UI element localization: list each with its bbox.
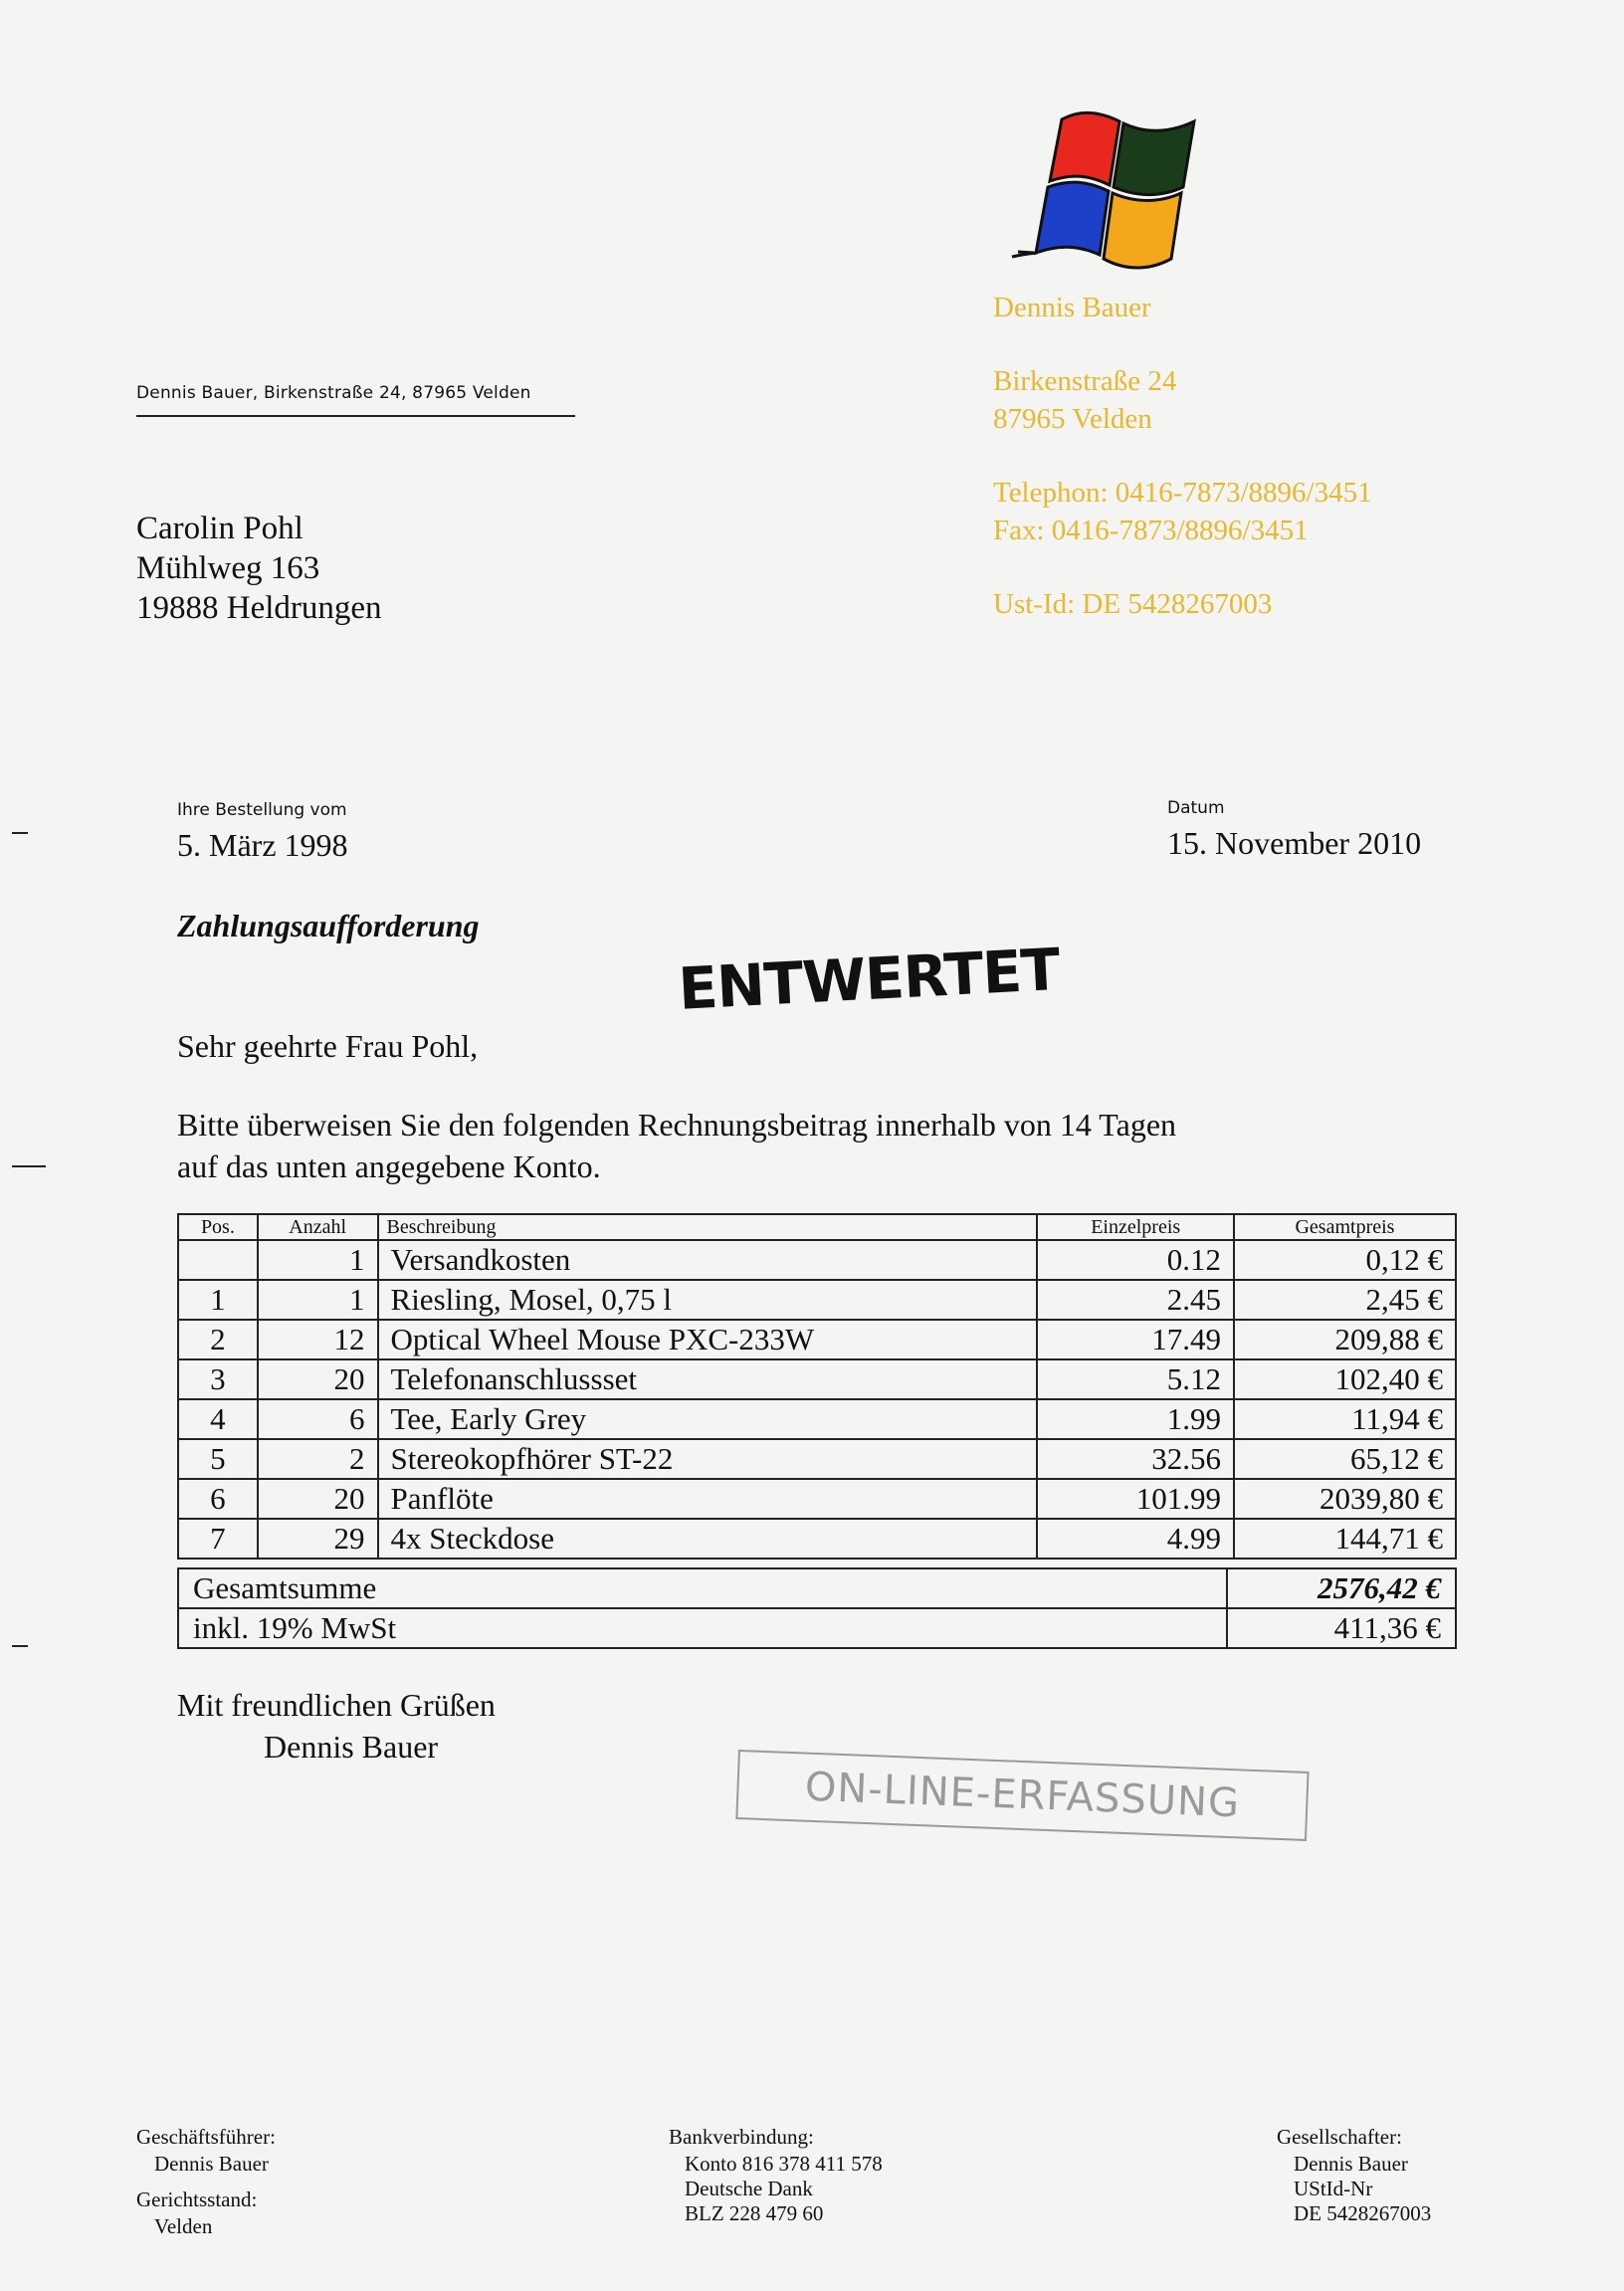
cell-description: Riesling, Mosel, 0,75 l bbox=[378, 1280, 1038, 1320]
header-unit-price: Einzelpreis bbox=[1037, 1214, 1233, 1240]
total-row bbox=[178, 1568, 1456, 1608]
order-label: Ihre Bestellung vom bbox=[177, 800, 347, 820]
tax-label: inkl. 19% MwSt bbox=[178, 1608, 1227, 1648]
total-label: Gesamtsumme bbox=[178, 1568, 1227, 1608]
footer-managing-director-label: Geschäftsführer: bbox=[136, 2125, 276, 2149]
cell-total-price: 2039,80 € bbox=[1234, 1479, 1456, 1519]
fold-mark-top bbox=[12, 832, 28, 834]
recipient-city: 19888 Heldrungen bbox=[136, 590, 382, 626]
cell-description: Optical Wheel Mouse PXC-233W bbox=[378, 1320, 1038, 1359]
table-row bbox=[178, 1359, 1456, 1399]
cell-unit-price: 4.99 bbox=[1037, 1519, 1233, 1559]
footer-partner-name: Dennis Bauer bbox=[1294, 2152, 1408, 2176]
closing-signature-name: Dennis Bauer bbox=[264, 1729, 439, 1765]
closing-greeting: Mit freundlichen Grüßen bbox=[177, 1687, 496, 1723]
salutation: Sehr geehrte Frau Pohl, bbox=[177, 1028, 479, 1064]
footer-jurisdiction-value: Velden bbox=[154, 2214, 213, 2238]
table-row bbox=[178, 1399, 1456, 1439]
header-qty: Anzahl bbox=[258, 1214, 378, 1240]
header-description: Beschreibung bbox=[378, 1214, 1038, 1240]
cell-total-price: 102,40 € bbox=[1234, 1359, 1456, 1399]
cell-unit-price: 1.99 bbox=[1037, 1399, 1233, 1439]
footer-bank-name: Deutsche Dank bbox=[685, 2177, 813, 2200]
cell-pos: 7 bbox=[178, 1519, 258, 1559]
cell-pos: 1 bbox=[178, 1280, 258, 1320]
invoice-table bbox=[177, 1213, 1457, 1560]
footer-bank-blz: BLZ 228 479 60 bbox=[685, 2201, 824, 2225]
sender-city: 87965 Velden bbox=[993, 403, 1152, 435]
sender-fax: Fax: 0416-7873/8896/3451 bbox=[993, 515, 1309, 546]
return-address: Dennis Bauer, Birkenstraße 24, 87965 Velden bbox=[136, 383, 531, 403]
table-row bbox=[178, 1240, 1456, 1280]
cell-qty: 20 bbox=[258, 1479, 378, 1519]
online-erfassung-stamp: ON-LINE-ERFASSUNG bbox=[735, 1750, 1309, 1841]
fold-mark-middle bbox=[12, 1165, 46, 1167]
header-pos: Pos. bbox=[178, 1214, 258, 1240]
tax-value: 411,36 € bbox=[1227, 1608, 1456, 1648]
cell-qty: 12 bbox=[258, 1320, 378, 1359]
cell-total-price: 0,12 € bbox=[1234, 1240, 1456, 1280]
footer-jurisdiction-label: Gerichtsstand: bbox=[136, 2187, 258, 2211]
cell-description: Tee, Early Grey bbox=[378, 1399, 1038, 1439]
footer-bank-label: Bankverbindung: bbox=[669, 2125, 814, 2149]
table-row bbox=[178, 1280, 1456, 1320]
cell-pos: 2 bbox=[178, 1320, 258, 1359]
date-value: 15. November 2010 bbox=[1167, 825, 1422, 861]
cell-qty: 1 bbox=[258, 1240, 378, 1280]
table-header-row bbox=[178, 1214, 1456, 1240]
sender-phone: Telephon: 0416-7873/8896/3451 bbox=[993, 477, 1372, 509]
footer-bank-account: Konto 816 378 411 578 bbox=[685, 2152, 883, 2176]
recipient-street: Mühlweg 163 bbox=[136, 550, 320, 586]
cell-total-price: 11,94 € bbox=[1234, 1399, 1456, 1439]
table-row bbox=[178, 1439, 1456, 1479]
cell-description: Stereokopfhörer ST-22 bbox=[378, 1439, 1038, 1479]
table-row bbox=[178, 1519, 1456, 1559]
cell-description: Telefonanschlussset bbox=[378, 1359, 1038, 1399]
order-date: 5. März 1998 bbox=[177, 827, 348, 863]
cell-unit-price: 2.45 bbox=[1037, 1280, 1233, 1320]
sender-name: Dennis Bauer bbox=[993, 292, 1151, 323]
cell-unit-price: 101.99 bbox=[1037, 1479, 1233, 1519]
footer-partner-label: Gesellschafter: bbox=[1277, 2125, 1402, 2149]
cell-total-price: 2,45 € bbox=[1234, 1280, 1456, 1320]
cell-description: Panflöte bbox=[378, 1479, 1038, 1519]
cell-unit-price: 5.12 bbox=[1037, 1359, 1233, 1399]
recipient-name: Carolin Pohl bbox=[136, 511, 304, 546]
cell-pos: 4 bbox=[178, 1399, 258, 1439]
tax-row bbox=[178, 1608, 1456, 1648]
table-row bbox=[178, 1479, 1456, 1519]
body-text-line-1: Bitte überweisen Sie den folgenden Rechnungsbeitrag innerhalb von 14 Tagen bbox=[177, 1107, 1177, 1143]
cell-unit-price: 32.56 bbox=[1037, 1439, 1233, 1479]
cell-qty: 29 bbox=[258, 1519, 378, 1559]
cell-unit-price: 0.12 bbox=[1037, 1240, 1233, 1280]
body-text-line-2: auf das unten angegebene Konto. bbox=[177, 1148, 601, 1184]
cell-qty: 2 bbox=[258, 1439, 378, 1479]
return-address-underline bbox=[136, 415, 575, 417]
date-label: Datum bbox=[1167, 798, 1225, 818]
total-value: 2576,42 € bbox=[1227, 1568, 1456, 1608]
cell-pos bbox=[178, 1240, 258, 1280]
table-row bbox=[178, 1320, 1456, 1359]
cell-pos: 3 bbox=[178, 1359, 258, 1399]
fold-mark-bottom bbox=[12, 1645, 28, 1647]
cell-pos: 6 bbox=[178, 1479, 258, 1519]
sender-street: Birkenstraße 24 bbox=[993, 365, 1177, 397]
cell-pos: 5 bbox=[178, 1439, 258, 1479]
sender-ustid: Ust-Id: DE 5428267003 bbox=[993, 588, 1273, 620]
footer-managing-director-value: Dennis Bauer bbox=[154, 2152, 269, 2176]
cell-unit-price: 17.49 bbox=[1037, 1320, 1233, 1359]
cell-qty: 20 bbox=[258, 1359, 378, 1399]
footer-ustid-value: DE 5428267003 bbox=[1294, 2201, 1432, 2225]
cell-description: Versandkosten bbox=[378, 1240, 1038, 1280]
subject-line: Zahlungsaufforderung bbox=[177, 908, 480, 943]
cell-total-price: 144,71 € bbox=[1234, 1519, 1456, 1559]
header-total-price: Gesamtpreis bbox=[1234, 1214, 1456, 1240]
cell-qty: 1 bbox=[258, 1280, 378, 1320]
windows-flag-logo-icon bbox=[1010, 107, 1204, 282]
totals-table bbox=[177, 1567, 1457, 1649]
cell-total-price: 65,12 € bbox=[1234, 1439, 1456, 1479]
cell-description: 4x Steckdose bbox=[378, 1519, 1038, 1559]
entwertet-stamp: ENTWERTET bbox=[677, 935, 1062, 1023]
cell-total-price: 209,88 € bbox=[1234, 1320, 1456, 1359]
footer-ustid-label: UStId-Nr bbox=[1294, 2177, 1373, 2200]
cell-qty: 6 bbox=[258, 1399, 378, 1439]
